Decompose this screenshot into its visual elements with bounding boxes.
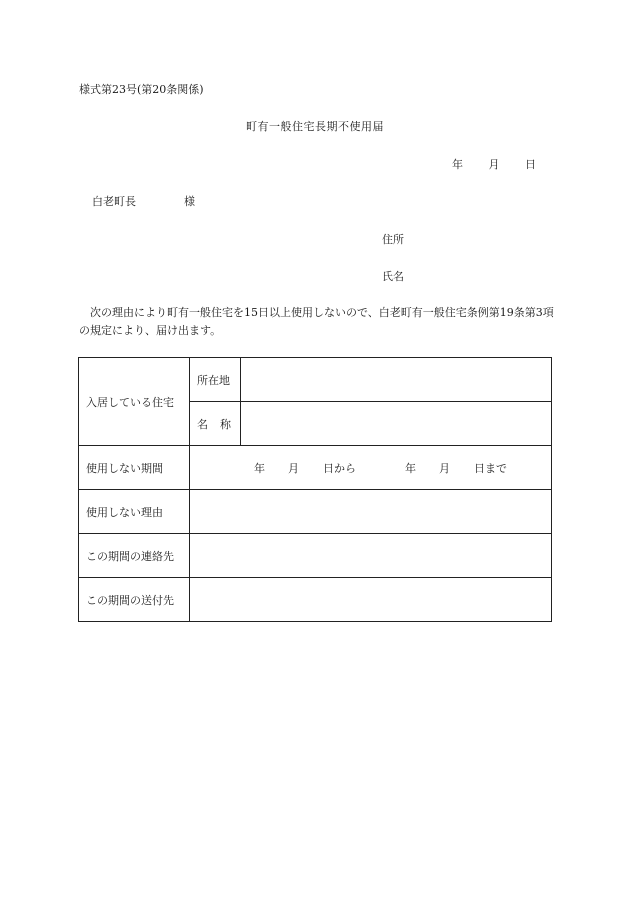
page-title: 町有一般住宅長期不使用届 — [246, 120, 384, 133]
period-end-year: 年 — [405, 461, 416, 475]
period-field[interactable] — [190, 446, 552, 490]
recipient-name: 白老町長 — [92, 195, 136, 208]
residence-name-field[interactable] — [241, 402, 552, 446]
date-day-label: 日 — [525, 158, 536, 171]
name-sublabel-char-1: 名 — [197, 417, 208, 431]
period-end-month: 月 — [439, 461, 450, 475]
period-label: 使用しない期間 — [79, 446, 190, 490]
residence-label: 入居している住宅 — [79, 358, 190, 446]
date-month-label: 月 — [488, 158, 500, 171]
date-year-label: 年 — [452, 158, 463, 171]
form-code: 様式第23号(第20条関係) — [79, 83, 204, 96]
reason-label: 使用しない理由 — [79, 490, 190, 534]
table-row — [79, 490, 552, 534]
location-field[interactable] — [241, 358, 552, 402]
table-row — [79, 358, 552, 402]
name-sublabel — [190, 402, 241, 446]
forward-field[interactable] — [190, 578, 552, 622]
name-label: 氏名 — [382, 270, 404, 283]
period-end-day: 日まで — [474, 461, 507, 475]
recipient-honorific: 様 — [184, 195, 195, 208]
table-row — [79, 578, 552, 622]
period-start-month: 月 — [288, 461, 299, 475]
date-line — [452, 156, 536, 172]
statement-text: 次の理由により町有一般住宅を15日以上使用しないので、白老町有一般住宅条例第19条第3項の規定により、届け出ます。 — [79, 306, 554, 337]
reason-field[interactable] — [190, 490, 552, 534]
table-row — [79, 446, 552, 490]
notification-table — [78, 357, 552, 622]
forward-label: この期間の送付先 — [79, 578, 190, 622]
name-sublabel-char-2: 称 — [220, 417, 231, 431]
location-label: 所在地 — [190, 358, 241, 402]
period-start-day: 日から — [323, 461, 356, 475]
contact-field[interactable] — [190, 534, 552, 578]
period-start-year: 年 — [254, 461, 265, 475]
recipient — [92, 193, 195, 209]
address-label: 住所 — [382, 233, 404, 246]
table-row — [79, 534, 552, 578]
contact-label: この期間の連絡先 — [79, 534, 190, 578]
